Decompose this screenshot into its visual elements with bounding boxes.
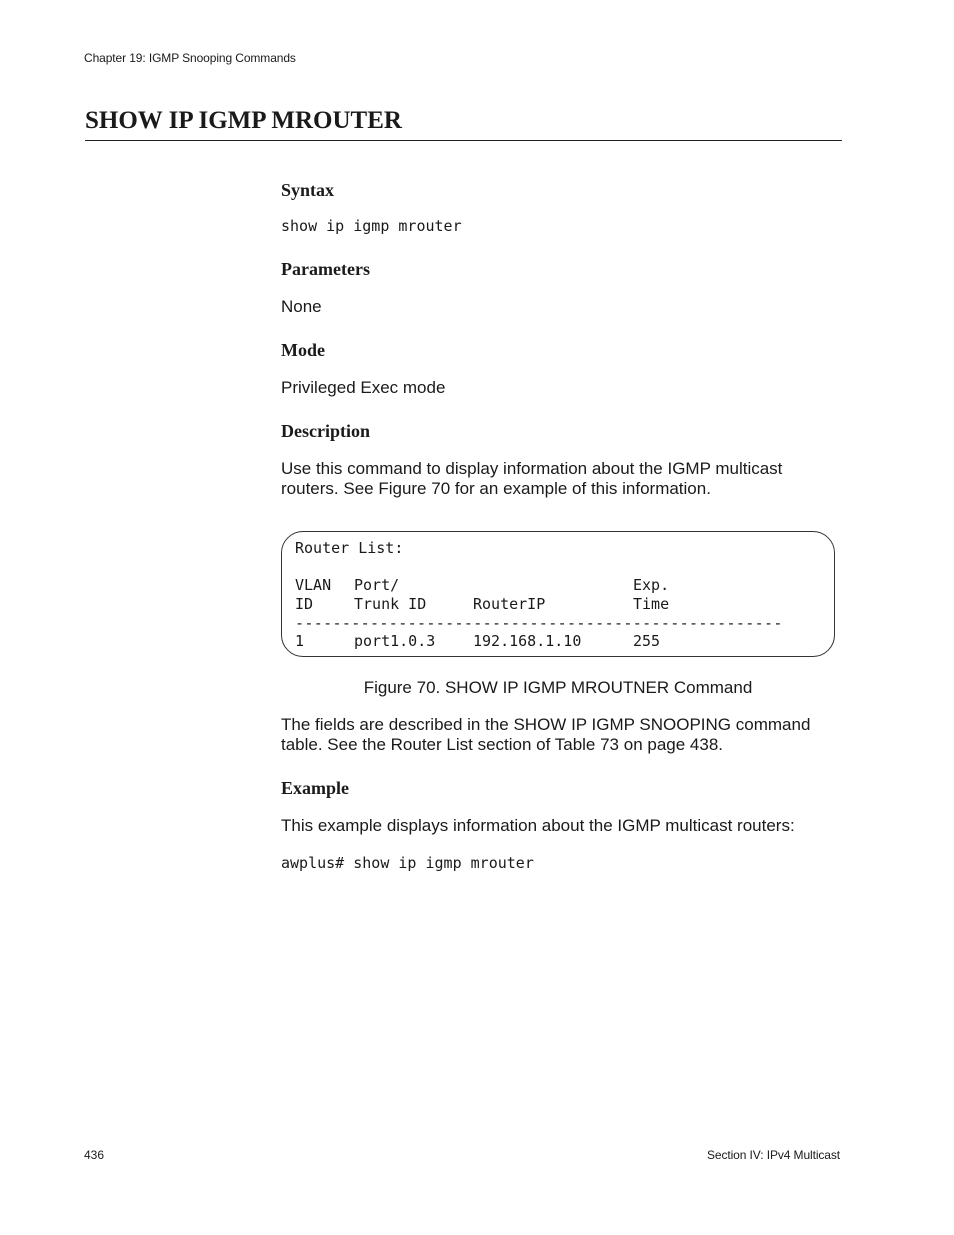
example-text: This example displays information about the IGMP multicast routers: [281,816,795,835]
figure-title-line: Router List: [295,539,404,557]
parameters-text: None [281,297,322,316]
syntax-heading: Syntax [281,180,335,200]
description-heading: Description [281,421,370,441]
page-title: SHOW IP IGMP MROUTER [85,107,402,134]
row-port: port1.0.3 [354,632,436,650]
col-header-vlan: VLAN [295,576,332,594]
footer-section: Section IV: IPv4 Multicast [706,1148,840,1162]
description-line: routers. See Figure 70 for an example of this information. [281,479,711,498]
description-text [281,459,841,499]
row-time: 255 [633,632,661,650]
mode-heading: Mode [281,340,325,360]
col-header-trunk-id: Trunk ID [354,595,427,613]
col-header-port: Port/ [354,576,400,594]
example-code: awplus# show ip igmp mrouter [281,854,534,872]
fields-note [281,715,841,755]
figure-separator: ---------------------------------------------------- [295,614,783,632]
figure-caption: Figure 70. SHOW IP IGMP MROUTNER Command [363,678,753,697]
description-line: Use this command to display information about the IGMP multicast [281,459,783,478]
figure-box [281,531,835,657]
example-heading: Example [281,778,350,798]
row-routerip: 192.168.1.10 [473,632,582,650]
mode-text: Privileged Exec mode [281,378,446,397]
col-header-time: Time [633,595,670,613]
syntax-code: show ip igmp mrouter [281,217,462,235]
col-header-id: ID [295,595,314,613]
running-header: Chapter 19: IGMP Snooping Commands [84,51,296,65]
page-number: 436 [84,1148,105,1162]
title-rule [85,140,842,141]
col-header-exp: Exp. [633,576,670,594]
fields-note-line: table. See the Router List section of Table 73 on page 438. [281,735,723,754]
fields-note-line: The fields are described in the SHOW IP IGMP SNOOPING command [281,715,811,734]
row-vlan: 1 [295,632,305,650]
col-header-routerip: RouterIP [473,595,546,613]
parameters-heading: Parameters [281,259,370,279]
